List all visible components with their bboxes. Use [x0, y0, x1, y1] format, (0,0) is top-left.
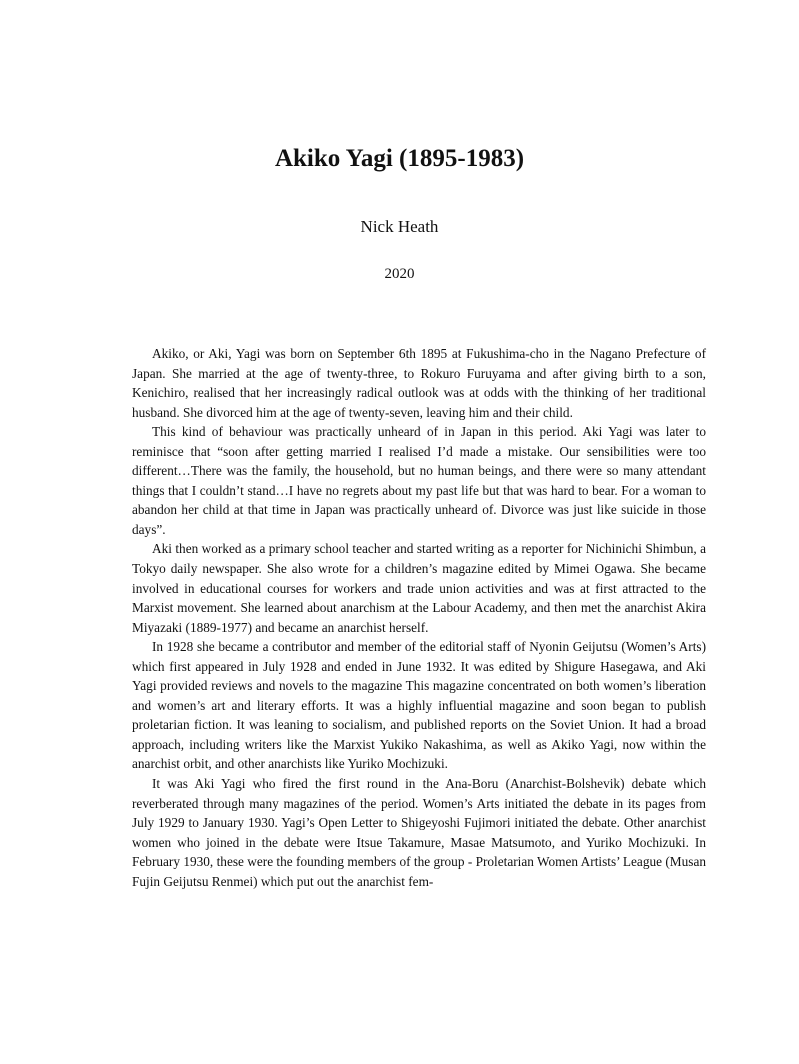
body-paragraph: Akiko, or Aki, Yagi was born on September 6th 1895 at Fukushima-cho in the Nagano Prefecture of Japan. She married at the age of twenty-three, to Rokuro Furuyama and after giving birth to a son, Kenichiro, realised that her increasingly radical outlook was at odds with the thinking of her traditional husband. She divorced him at the age of twenty-seven, leaving him and their child.: [132, 346, 706, 420]
body-paragraph: It was Aki Yagi who fired the first round in the Ana-Boru (Anarchist-Bolshevik) debate which reverberated through many magazines of the period. Women’s Arts initiated the debate in its pages from July 1929 to January 1930. Yagi’s Open Letter to Shigeyoshi Fujimori initiated the debate. Other anarchist women who joined in the debate were Itsue Takamure, Masae Matsumoto, and Yuriko Mochizuki. In February 1930, these were the founding members of the group - Proletarian Women Artists’ League (Musan Fujin Geijutsu Renmei) which put out the anarchist fem-: [132, 776, 706, 889]
body-paragraph: Aki then worked as a primary school teacher and started writing as a reporter for Nichinichi Shimbun, a Tokyo daily newspaper. She also wrote for a children’s magazine edited by Mimei Ogawa. She became involved in educational courses for workers and trade union activities and was at first attracted to the Marxist movement. She learned about anarchism at the Labour Academy, and then met the anarchist Akira Miyazaki (1889-1977) and became an anarchist herself.: [132, 541, 706, 635]
body-paragraph: This kind of behaviour was practically unheard of in Japan in this period. Aki Yagi was later to reminisce that “soon after getting married I realised I’d made a mistake. Our sensibilities were too different…There was the family, the household, but no human beings, and there were so many attendant things that I couldn’t stand…I have no regrets about my past life but that was hard to bear. For a woman to abandon her child at that time in Japan was practically unheard of. Divorce was just like suicide in those days”.: [132, 424, 706, 537]
document-title: Akiko Yagi (1895-1983): [274, 145, 525, 172]
document-author: Nick Heath: [360, 217, 439, 236]
document-body: [132, 344, 706, 891]
body-paragraph: In 1928 she became a contributor and member of the editorial staff of Nyonin Geijutsu (Women’s Arts) which first appeared in July 1928 and ended in June 1932. It was edited by Shigure Hasegawa, and Aki Yagi provided reviews and novels to the magazine This magazine concentrated on both women’s liberation and women’s art and literary efforts. It was a highly influential magazine and soon began to publish proletarian fiction. It was leaning to socialism, and published reports on the Soviet Union. It had a broad approach, including writers like the Marxist Yukiko Nakashima, as well as Akiko Yagi, now within the anarchist orbit, and other anarchists like Yuriko Mochizuki.: [132, 639, 706, 772]
document-date: 2020: [384, 266, 415, 282]
